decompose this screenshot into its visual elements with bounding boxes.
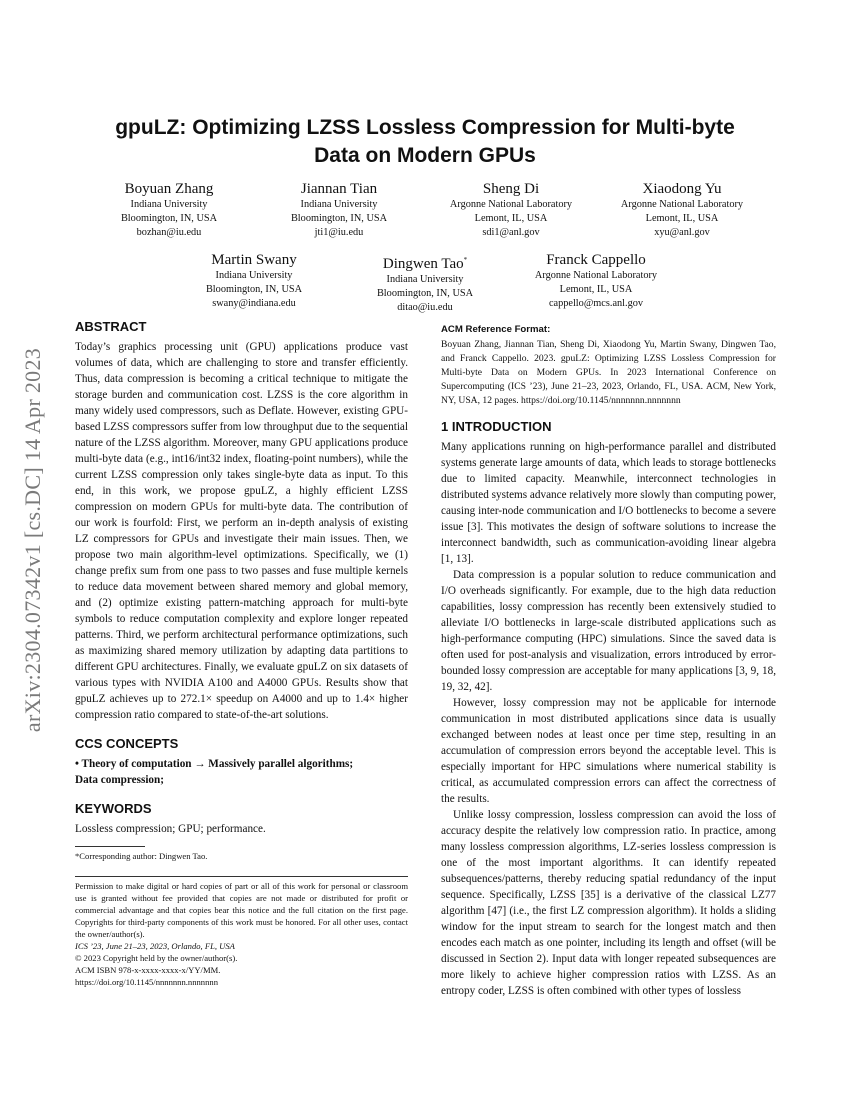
author-name: Martin Swany: [211, 252, 297, 268]
intro-paragraph: Unlike lossy compression, lossless compression can avoid the loss of accuracy despite the relatively low compression ratio. In practice, among many lossless compression algorithms, LZ-series lossless compression is one of the most important algorithms. It can identify repeated subsequences/patterns, thereby reducing spatial redundancy of the input sequence. Specifically, LZSS [35] is a derivative of the classical LZ77 algorithm [47] (i.e., the first LZ compression algorithm). It holds a sliding window for the input stream to search for the longest match and then encodes each match as one pointer, including its length and offset (will be discussed in Section 2). Input data with longer repeated subsequences are more likely to achieve higher compression ratios with LZSS. As an entropy coder, LZSS is often combined with other types of lossless: [441, 809, 776, 997]
arxiv-sidebar: [18, 290, 48, 790]
author-location: Bloomington, IN, USA: [290, 213, 388, 224]
author-affiliation: Argonne National Laboratory: [620, 199, 744, 210]
abstract-heading: ABSTRACT: [75, 319, 147, 334]
author-location: Lemont, IL, USA: [559, 284, 633, 295]
paper-title: [90, 114, 760, 170]
author-name: [325, 251, 525, 273]
left-column: [75, 318, 408, 988]
copyright-line: © 2023 Copyright held by the owner/author(s).: [75, 953, 238, 963]
permission-divider: [75, 876, 408, 877]
author-location: Lemont, IL, USA: [474, 213, 548, 224]
acm-reference-text: Boyuan Zhang, Jiannan Tian, Sheng Di, Xiaodong Yu, Martin Swany, Dingwen Tao, and Franck Cappello. 2023. gpuLZ: Optimizing LZSS Lossless Compression for Multi-byte Data on Modern GPUs. In 2023 International Conference on Supercomputing (ICS ’23), June 21–23, 2023, Orlando, FL, USA. ACM, New York, NY, USA, 12 pages. https://doi.org/10.1145/nnnnnnn.nnnnnnn: [441, 339, 776, 406]
author-name: Franck Cappello: [546, 252, 646, 268]
arxiv-identifier: arXiv:2304.07342v1 [cs.DC] 14 Apr 2023: [20, 347, 45, 733]
author-block: [411, 180, 611, 240]
footnote-divider: [75, 846, 145, 847]
author-email[interactable]: jti1@iu.edu: [314, 227, 364, 238]
intro-paragraph: However, lossy compression may not be applicable for internode communication in most distributed applications since data is usually exchanged between nodes at least once per time step, resulting in an accumulation of compression errors beyond the acceptable level. This is especially important for HPC simulations where numerical stability is critical, as accumulated compression errors can affect the correctness of the results.: [441, 697, 776, 805]
right-column: [441, 323, 776, 999]
author-email[interactable]: swany@indiana.edu: [212, 298, 296, 309]
author-affiliation: Argonne National Laboratory: [449, 199, 573, 210]
author-block: [325, 251, 525, 315]
author-affiliation: Argonne National Laboratory: [534, 270, 658, 281]
author-name-text: Dingwen Tao: [382, 256, 464, 272]
author-affiliation: Indiana University: [386, 274, 464, 285]
footnote-block: [75, 846, 408, 862]
corresponding-author-footnote: *Corresponding author: Dingwen Tao.: [75, 851, 208, 861]
author-location: Bloomington, IN, USA: [205, 284, 303, 295]
author-name: Sheng Di: [482, 181, 540, 197]
author-location: Lemont, IL, USA: [645, 213, 719, 224]
keywords-heading: KEYWORDS: [75, 801, 152, 816]
author-block: [582, 180, 782, 240]
author-location: Bloomington, IN, USA: [120, 213, 218, 224]
title-line-2: Data on Modern GPUs: [314, 144, 536, 167]
keywords-text: Lossless compression; GPU; performance.: [75, 823, 266, 835]
author-affiliation: Indiana University: [215, 270, 293, 281]
author-name: Jiannan Tian: [300, 181, 378, 197]
title-line-1: gpuLZ: Optimizing LZSS Lossless Compression for Multi-byte: [115, 116, 735, 139]
acm-reference-heading: ACM Reference Format:: [441, 324, 551, 335]
ccs-concept-line: • Theory of computation → Massively parallel algorithms;: [75, 758, 354, 770]
permission-text: Permission to make digital or hard copies of part or all of this work for personal or classroom use is granted without fee provided that copies are not made or distributed for profit or commercial advantage and that copies bear this notice and the full citation on the first page. Copyrights for third-party components of this work must be honored. For all other uses, contact the owner/author(s).: [75, 881, 408, 939]
isbn-line: ACM ISBN 978-x-xxxx-xxxx-x/YY/MM.: [75, 965, 221, 975]
author-block: [496, 251, 696, 311]
permission-block: [75, 876, 408, 988]
author-email[interactable]: cappello@mcs.anl.gov: [548, 298, 644, 309]
author-location: Bloomington, IN, USA: [376, 288, 474, 299]
corresponding-author-mark: *: [463, 256, 468, 264]
author-name: Xiaodong Yu: [642, 181, 722, 197]
intro-paragraph: Data compression is a popular solution to reduce communication and I/O overheads significantly. For example, due to the high data reduction capabilities, lossy compression has recently been extensively studied to alleviate I/O bottlenecks in large-scale distributed applications such as high-performance computing (HPC) simulations. Since the saved data is often used for post-analysis and visualization, errors introduced by error-bounded lossy compression are acceptable for many applications [3, 9, 18, 19, 32, 42].: [441, 569, 776, 693]
introduction-heading: 1 INTRODUCTION: [441, 419, 552, 434]
intro-paragraph: Many applications running on high-performance parallel and distributed systems generate large amounts of data, which leads to storage bottlenecks due to limited capacity. Meanwhile, interconnect technologies in distributed systems advance relatively more slowly than computing power, causing inter-node communication and I/O bottlenecks to become a severe issue [3]. This motivates the design of software solutions to increase the interconnect bandwidth, such as communication-avoiding linear algebra [1, 13].: [441, 441, 776, 565]
author-email[interactable]: xyu@anl.gov: [654, 227, 710, 238]
doi-link[interactable]: https://doi.org/10.1145/nnnnnnn.nnnnnnn: [75, 977, 218, 987]
author-email[interactable]: sdi1@anl.gov: [482, 227, 540, 238]
author-email[interactable]: ditao@iu.edu: [397, 302, 453, 313]
author-name: Boyuan Zhang: [124, 181, 214, 197]
abstract-text: Today’s graphics processing unit (GPU) applications produce vast volumes of data, which are challenging to store and transfer efficiently. Thus, data compression is becoming a critical technique to mitigate the storage burden and communication cost. LZSS is the core algorithm in many widely used compressors, such as Deflate. However, existing GPU-based LZSS compressors suffer from low throughput due to the sequential nature of the LZSS algorithm. Moreover, many GPU applications produce multi-byte data (e.g., int16/int32 index, floating-point numbers), while the current LZSS compression only takes single-byte data as input. To this end, in this work, we propose gpuLZ, a highly efficient LZSS compression on modern GPUs for multi-byte data. The contribution of our work is fourfold: First, we perform an in-depth analysis of existing LZ compressors for GPUs and investigate their main issues. Then, we propose two main algorithm-level optimizations. Specifically, we (1) change prefix sum from one pass to two passes and fuse multiple kernels to reduce data movement between shared memory and global memory, and (2) optimize existing pattern-matching approach for multi-byte symbols to reduce computation complexity and explore longer repeated patterns. Third, we perform architectural performance optimizations, such as maximizing shared memory utilization by adapting data partitions to different GPU architectures. Finally, we evaluate gpuLZ on six datasets of various types with NVIDIA A100 and A4000 GPUs. Results show that gpuLZ achieves up to 272.1× speedup on A4000 and up to 1.4× higher compression ratio compared to state-of-the-art solutions.: [75, 341, 408, 721]
ccs-concept-line: Data compression;: [75, 774, 164, 786]
author-block: [154, 251, 354, 311]
author-email[interactable]: bozhan@iu.edu: [136, 227, 202, 238]
ccs-heading: CCS CONCEPTS: [75, 736, 179, 751]
venue-line: ICS ’23, June 21–23, 2023, Orlando, FL, USA: [75, 941, 235, 951]
author-affiliation: Indiana University: [300, 199, 378, 210]
author-block: [239, 180, 439, 240]
author-affiliation: Indiana University: [130, 199, 208, 210]
